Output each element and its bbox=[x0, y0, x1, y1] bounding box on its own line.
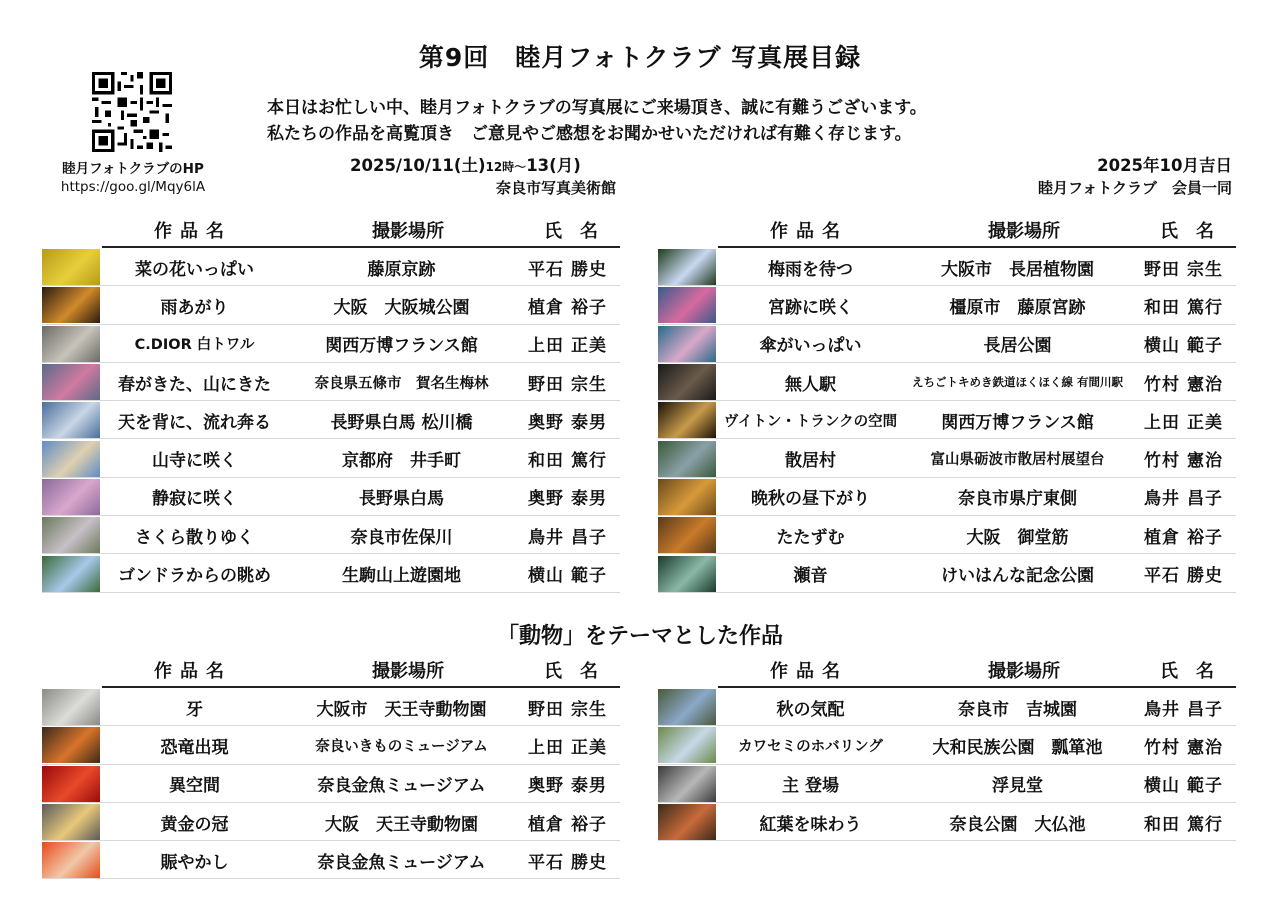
work-title: さくら散りゆく bbox=[135, 527, 254, 548]
work-title: 紅葉を味わう bbox=[759, 814, 862, 835]
photo-thumbnail[interactable] bbox=[42, 804, 100, 840]
work-title: 秋の気配 bbox=[776, 699, 845, 720]
work-location: 富山県砺波市散居村展望台 bbox=[930, 452, 1105, 469]
event-date bbox=[350, 152, 581, 176]
table-row bbox=[42, 363, 620, 401]
column-header-title: 作品名 bbox=[154, 661, 232, 682]
table-header bbox=[102, 650, 620, 688]
photographer-name: 竹村 憲治 bbox=[1144, 451, 1223, 472]
table-row bbox=[42, 803, 620, 841]
event-venue: 奈良市写真美術館 bbox=[495, 179, 616, 197]
photographer-name: 和田 篤行 bbox=[1144, 814, 1223, 835]
photographer-name: 竹村 憲治 bbox=[1144, 374, 1223, 395]
work-title: 晩秋の昼下がり bbox=[751, 489, 870, 510]
main-works-table-right bbox=[658, 210, 1236, 593]
animal-section-title: 「動物」をテーマとした作品 bbox=[496, 624, 783, 649]
work-location: 長野県白馬 松川橋 bbox=[330, 412, 473, 433]
work-title: 春がきた、山にきた bbox=[118, 374, 271, 395]
work-title: 無人駅 bbox=[785, 374, 836, 395]
photo-thumbnail[interactable] bbox=[42, 517, 100, 553]
animal-works-table-left bbox=[42, 650, 620, 879]
photo-thumbnail[interactable] bbox=[658, 326, 716, 362]
table-row bbox=[42, 478, 620, 516]
table-row bbox=[42, 688, 620, 726]
photographer-name: 平石 勝史 bbox=[528, 852, 607, 873]
work-location: 奈良県五條市 賀名生梅林 bbox=[314, 375, 489, 392]
work-location: 奈良金魚ミュージアム bbox=[317, 852, 486, 873]
photo-thumbnail[interactable] bbox=[42, 287, 100, 323]
column-header-title: 作品名 bbox=[154, 221, 232, 242]
work-location: 奈良市佐保川 bbox=[350, 527, 453, 548]
photo-thumbnail[interactable] bbox=[658, 402, 716, 438]
main-works-table-left bbox=[42, 210, 620, 593]
photographer-name: 野田 宗生 bbox=[1144, 259, 1223, 280]
table-row bbox=[42, 286, 620, 324]
table-row bbox=[658, 688, 1236, 726]
work-title: 黄金の冠 bbox=[160, 814, 229, 835]
table-row bbox=[658, 401, 1236, 439]
work-title: たたずむ bbox=[776, 527, 845, 548]
photo-thumbnail[interactable] bbox=[658, 689, 716, 725]
column-header-name: 氏名 bbox=[1160, 661, 1232, 682]
table-row bbox=[42, 726, 620, 764]
photographer-name: 竹村 憲治 bbox=[1144, 737, 1223, 758]
photographer-name: 平石 勝史 bbox=[528, 259, 607, 280]
work-location: 関西万博フランス館 bbox=[325, 336, 478, 357]
photographer-name: 上田 正美 bbox=[1144, 412, 1223, 433]
photographer-name: 野田 宗生 bbox=[528, 699, 607, 720]
photographer-name: 上田 正美 bbox=[528, 336, 607, 357]
animal-works-table-right bbox=[658, 650, 1236, 841]
photo-thumbnail[interactable] bbox=[42, 842, 100, 878]
work-location: 大阪市 長居植物園 bbox=[941, 259, 1094, 280]
photographer-name: 鳥井 昌子 bbox=[1144, 699, 1223, 720]
column-header-location: 撮影場所 bbox=[988, 661, 1060, 682]
photo-thumbnail[interactable] bbox=[42, 364, 100, 400]
work-location: 奈良公園 大仏池 bbox=[949, 814, 1086, 835]
work-location: 京都府 井手町 bbox=[342, 451, 461, 472]
photographer-name: 奥野 泰男 bbox=[528, 776, 607, 797]
photo-thumbnail[interactable] bbox=[42, 441, 100, 477]
photo-thumbnail[interactable] bbox=[658, 556, 716, 592]
work-location: 大阪 天王寺動物園 bbox=[325, 814, 478, 835]
catalog-title: 第9回 睦月フォトクラブ 写真展目録 bbox=[418, 43, 862, 72]
event-date-time: 12時～ bbox=[485, 160, 527, 174]
photo-thumbnail[interactable] bbox=[42, 766, 100, 802]
work-title: カワセミのホバリング bbox=[738, 738, 883, 755]
work-title: 梅雨を待つ bbox=[768, 259, 853, 280]
work-title: 主 登場 bbox=[782, 776, 839, 797]
photographer-name: 和田 篤行 bbox=[1144, 297, 1223, 318]
column-header-location: 撮影場所 bbox=[372, 661, 444, 682]
photo-thumbnail[interactable] bbox=[658, 804, 716, 840]
photographer-name: 横山 範子 bbox=[528, 566, 607, 587]
photo-thumbnail[interactable] bbox=[658, 287, 716, 323]
photo-thumbnail[interactable] bbox=[42, 402, 100, 438]
work-location: 奈良金魚ミュージアム bbox=[317, 776, 486, 797]
table-row bbox=[658, 516, 1236, 554]
table-row bbox=[658, 248, 1236, 286]
photographer-name: 奥野 泰男 bbox=[528, 412, 607, 433]
qr-code[interactable] bbox=[92, 72, 172, 152]
photo-thumbnail[interactable] bbox=[42, 727, 100, 763]
photo-thumbnail[interactable] bbox=[42, 556, 100, 592]
work-location: えちごトキめき鉄道ほくほく線 有間川駅 bbox=[911, 375, 1123, 390]
table-row bbox=[42, 401, 620, 439]
photo-thumbnail[interactable] bbox=[658, 517, 716, 553]
work-location: 長居公園 bbox=[983, 336, 1052, 357]
work-location: 奈良いきものミュージアム bbox=[315, 738, 488, 755]
photo-thumbnail[interactable] bbox=[658, 727, 716, 763]
column-header-name: 氏名 bbox=[544, 221, 616, 242]
column-header-title: 作品名 bbox=[770, 221, 848, 242]
work-location: 橿原市 藤原宮跡 bbox=[949, 297, 1086, 318]
work-location: 藤原京跡 bbox=[367, 259, 436, 280]
table-row bbox=[658, 478, 1236, 516]
work-location: 関西万博フランス館 bbox=[941, 412, 1094, 433]
table-row bbox=[658, 439, 1236, 477]
photo-thumbnail[interactable] bbox=[658, 479, 716, 515]
table-row bbox=[658, 286, 1236, 324]
photographer-name: 野田 宗生 bbox=[528, 374, 607, 395]
photographer-name: 植倉 裕子 bbox=[1144, 527, 1223, 548]
table-row bbox=[42, 765, 620, 803]
event-date-end: 13(月) bbox=[526, 156, 581, 175]
work-location: 大阪市 天王寺動物園 bbox=[316, 699, 487, 720]
table-row bbox=[42, 554, 620, 592]
work-title: 傘がいっぱい bbox=[759, 336, 862, 357]
issue-date: 2025年10月吉日 bbox=[1097, 156, 1232, 175]
photographer-name: 和田 篤行 bbox=[528, 451, 607, 472]
table-header bbox=[102, 210, 620, 248]
photo-thumbnail[interactable] bbox=[42, 249, 100, 285]
work-title: 瀬音 bbox=[793, 566, 828, 587]
work-title: ゴンドラからの眺め bbox=[118, 566, 271, 587]
photographer-name: 平石 勝史 bbox=[1144, 566, 1223, 587]
photo-thumbnail[interactable] bbox=[658, 441, 716, 477]
column-header-location: 撮影場所 bbox=[988, 221, 1060, 242]
table-row bbox=[658, 726, 1236, 764]
photographer-name: 鳥井 昌子 bbox=[1144, 489, 1223, 510]
work-title: 異空間 bbox=[169, 776, 220, 797]
table-row bbox=[658, 765, 1236, 803]
photographer-name: 横山 範子 bbox=[1144, 336, 1223, 357]
event-date-start: 2025/10/11(土) bbox=[350, 156, 486, 175]
work-location: 大阪 大阪城公園 bbox=[333, 297, 470, 318]
photographer-name: 鳥井 昌子 bbox=[528, 527, 607, 548]
column-header-location: 撮影場所 bbox=[372, 221, 444, 242]
work-location: けいはんな記念公園 bbox=[941, 566, 1094, 587]
work-title: 牙 bbox=[186, 699, 203, 720]
work-title: 山寺に咲く bbox=[152, 451, 237, 472]
work-title: 菜の花いっぱい bbox=[135, 259, 254, 280]
work-title: C.DIOR 白トワル bbox=[134, 337, 255, 354]
photo-thumbnail[interactable] bbox=[658, 766, 716, 802]
photographer-name: 植倉 裕子 bbox=[528, 814, 607, 835]
work-title: ヴイトン・トランクの空間 bbox=[723, 413, 898, 430]
work-title: 賑やかし bbox=[160, 852, 229, 873]
table-header bbox=[718, 650, 1236, 688]
photo-thumbnail[interactable] bbox=[658, 249, 716, 285]
column-header-title: 作品名 bbox=[770, 661, 848, 682]
photographer-name: 上田 正美 bbox=[528, 737, 607, 758]
photo-thumbnail[interactable] bbox=[42, 326, 100, 362]
table-row bbox=[42, 439, 620, 477]
work-location: 大阪 御堂筋 bbox=[966, 527, 1069, 548]
table-row bbox=[42, 841, 620, 879]
work-title: 静寂に咲く bbox=[152, 489, 237, 510]
table-row bbox=[658, 554, 1236, 592]
homepage-url-link[interactable]: https://goo.gl/Mqy6lA bbox=[60, 179, 206, 195]
work-location: 大和民族公園 瓢箪池 bbox=[932, 737, 1103, 758]
work-location: 生駒山上遊園地 bbox=[342, 566, 461, 587]
table-row bbox=[658, 363, 1236, 401]
work-title: 天を背に、流れ奔る bbox=[118, 412, 271, 433]
issuer: 睦月フォトクラブ 会員一同 bbox=[1038, 179, 1232, 197]
table-row bbox=[42, 325, 620, 363]
work-title: 散居村 bbox=[785, 451, 836, 472]
work-location: 奈良市 吉城園 bbox=[958, 699, 1077, 720]
table-row bbox=[658, 803, 1236, 841]
table-row bbox=[42, 248, 620, 286]
column-header-name: 氏名 bbox=[544, 661, 616, 682]
work-location: 長野県白馬 bbox=[359, 489, 444, 510]
table-row bbox=[658, 325, 1236, 363]
photo-thumbnail[interactable] bbox=[658, 364, 716, 400]
work-title: 恐竜出現 bbox=[160, 737, 229, 758]
table-header bbox=[718, 210, 1236, 248]
photographer-name: 横山 範子 bbox=[1144, 776, 1223, 797]
column-header-name: 氏名 bbox=[1160, 221, 1232, 242]
work-title: 雨あがり bbox=[160, 297, 229, 318]
photo-thumbnail[interactable] bbox=[42, 479, 100, 515]
qr-caption: 睦月フォトクラブのHP bbox=[62, 161, 204, 177]
table-row bbox=[42, 516, 620, 554]
greeting-line-2: 私たちの作品を高覧頂き ご意見やご感想をお聞かせいただければ有難く存じます。 bbox=[267, 124, 912, 144]
work-location: 浮見堂 bbox=[992, 776, 1043, 797]
greeting-line-1: 本日はお忙しい中、睦月フォトクラブの写真展にご来場頂き、誠に有難うございます。 bbox=[267, 98, 927, 118]
photographer-name: 奥野 泰男 bbox=[528, 489, 607, 510]
work-title: 宮跡に咲く bbox=[768, 297, 853, 318]
photographer-name: 植倉 裕子 bbox=[528, 297, 607, 318]
photo-thumbnail[interactable] bbox=[42, 689, 100, 725]
work-location: 奈良市県庁東側 bbox=[958, 489, 1077, 510]
